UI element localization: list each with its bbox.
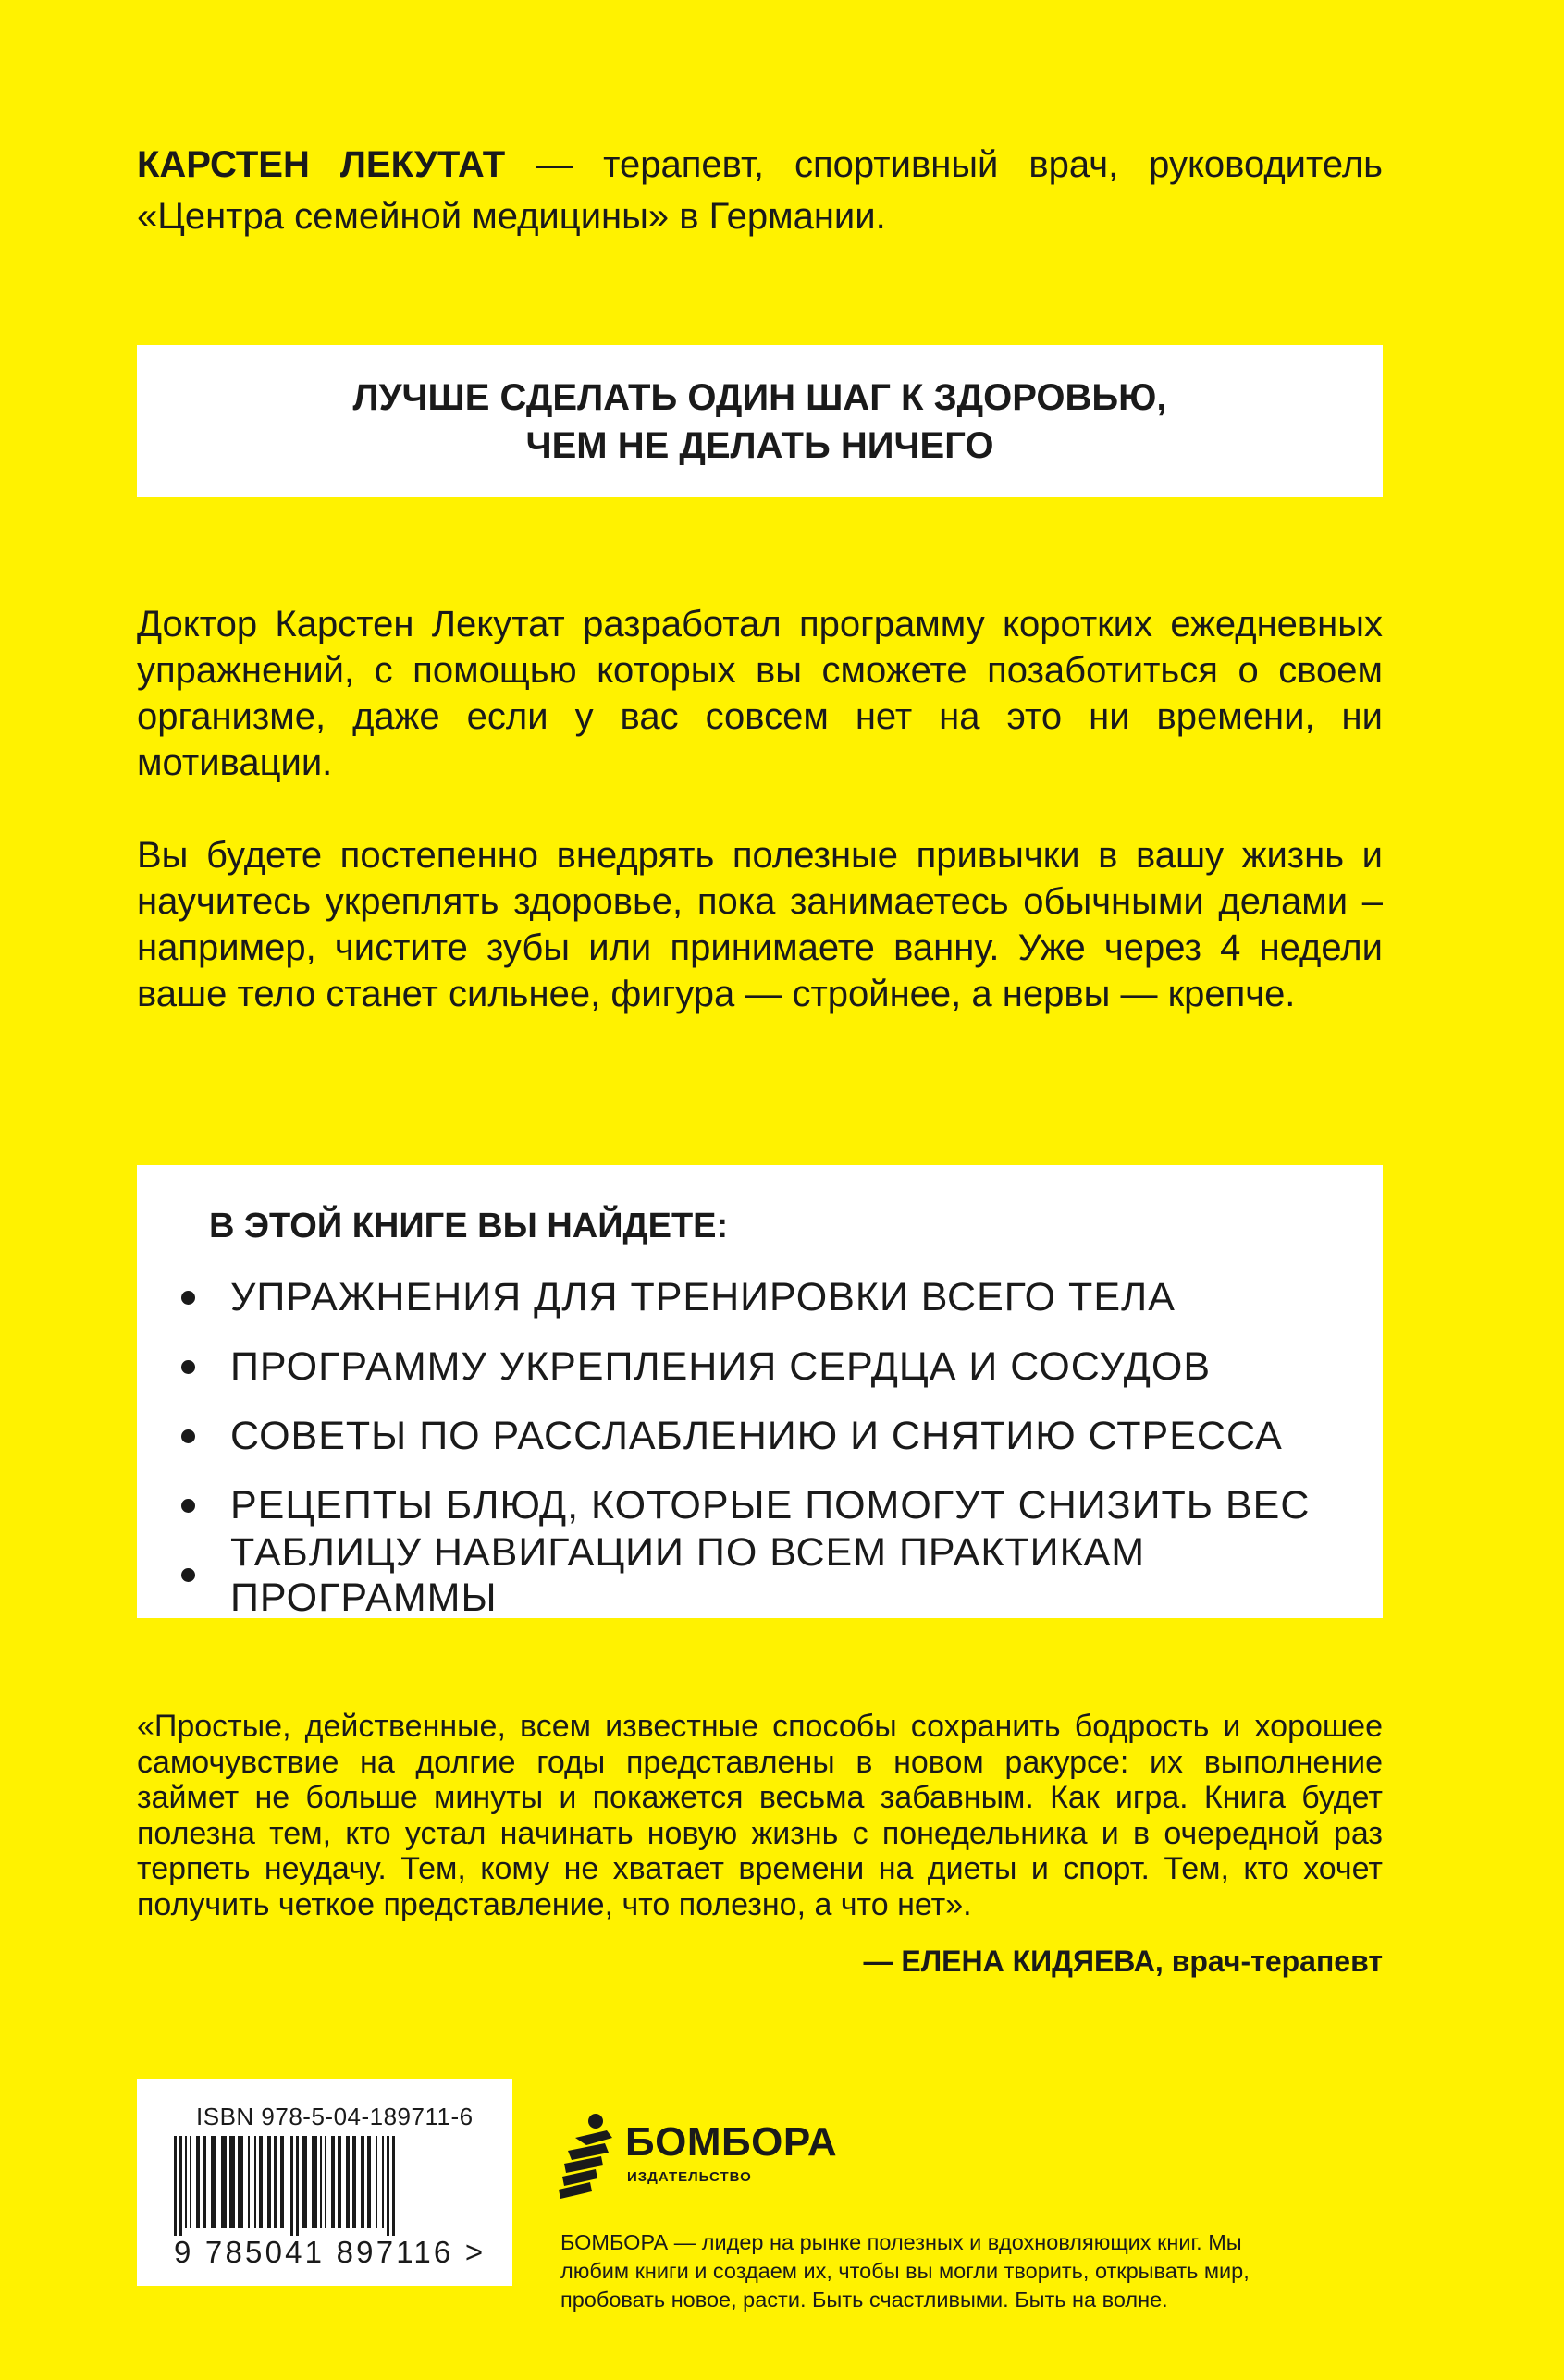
publisher-description: БОМБОРА — лидер на рынке полезных и вдохновляющих книг. Мы любим книги и создаем их, чтобы вы могли творить, открывать мир, пробовать новое, расти. Быть счастливыми. Быть на волне. bbox=[560, 2230, 1250, 2312]
author-name: КАРСТЕН ЛЕКУТАТ bbox=[137, 144, 506, 185]
list-item bbox=[181, 1263, 1364, 1332]
list-item bbox=[181, 1332, 1364, 1402]
list-item-text: ПРОГРАММУ УКРЕПЛЕНИЯ СЕРДЦА И СОСУДОВ bbox=[230, 1344, 1212, 1389]
contents-heading: В ЭТОЙ КНИГЕ ВЫ НАЙДЕТЕ: bbox=[209, 1207, 729, 1245]
slogan-line-1: ЛУЧШЕ СДЕЛАТЬ ОДИН ШАГ К ЗДОРОВЬЮ, bbox=[352, 376, 1167, 418]
description-paragraph-2: Вы будете постепенно внедрять полезные привычки в вашу жизнь и научитесь укреплять здоровье, пока занимаетесь обычными делами – например, чистите зубы или принимаете ванну. Уже через 4 недели ваше тело станет сильнее, фигура — стройнее, а нервы — крепче. bbox=[137, 835, 1383, 1014]
description-paragraph-1: Доктор Карстен Лекутат разработал программу коротких ежедневных упражнений, с помощью которых вы сможете позаботиться о своем организме, даже если у вас совсем нет на это ни времени, ни мотивации. bbox=[137, 604, 1383, 783]
list-item bbox=[181, 1402, 1364, 1471]
contents-panel bbox=[137, 1165, 1383, 1618]
review-quote: «Простые, действенные, всем известные способы сохранить бодрость и хорошее самочувствие на долгие годы представлены в новом ракурсе: их выполнение займет не больше минуты и покажется весьма забавным. Как игра. Книга будет полезна тем, кто устал начинать новую жизнь с понедельника и в очередной раз терпеть неудачу. Тем, кому не хватает времени на диеты и спорт. Тем, кто хочет получить четкое представление, что полезно, а что нет». bbox=[137, 1709, 1383, 1922]
author-description: — терапевт, спортивный врач, руководитель «Центра семейной медицины» в Германии. bbox=[137, 144, 1383, 237]
bullet-icon bbox=[181, 1429, 195, 1443]
list-item-text: СОВЕТЫ ПО РАССЛАБЛЕНИЮ И СНЯТИЮ СТРЕССА bbox=[230, 1414, 1283, 1458]
slogan-panel bbox=[137, 345, 1383, 497]
author-intro bbox=[137, 139, 1383, 242]
barcode-icon bbox=[174, 2136, 488, 2238]
bullet-icon bbox=[181, 1499, 195, 1513]
bullet-icon bbox=[181, 1360, 195, 1374]
publisher-subtitle: ИЗДАТЕЛЬСТВО bbox=[627, 2169, 752, 2185]
isbn-label: ISBN 978-5-04-189711-6 bbox=[196, 2103, 474, 2130]
list-item-text: УПРАЖНЕНИЯ ДЛЯ ТРЕНИРОВКИ ВСЕГО ТЕЛА bbox=[230, 1275, 1176, 1319]
list-item-text: ТАБЛИЦУ НАВИГАЦИИ ПО ВСЕМ ПРАКТИКАМ ПРОГРАММЫ bbox=[230, 1529, 1146, 1620]
list-item-text: РЕЦЕПТЫ БЛЮД, КОТОРЫЕ ПОМОГУТ СНИЗИТЬ ВЕС bbox=[230, 1483, 1311, 1527]
list-item bbox=[181, 1529, 1364, 1620]
bullet-icon bbox=[181, 1568, 195, 1582]
barcode-digits: 9 785041 897116 > bbox=[174, 2235, 486, 2269]
runner-logo-icon bbox=[559, 2110, 622, 2202]
bullet-icon bbox=[181, 1291, 195, 1305]
publisher-logo bbox=[559, 2110, 838, 2207]
slogan-line-2: ЧЕМ НЕ ДЕЛАТЬ НИЧЕГО bbox=[525, 424, 994, 466]
quote-attribution: — ЕЛЕНА КИДЯЕВА, врач-терапевт bbox=[863, 1944, 1383, 1978]
isbn-panel bbox=[137, 2079, 512, 2286]
publisher-name: БОМБОРА bbox=[625, 2119, 838, 2165]
